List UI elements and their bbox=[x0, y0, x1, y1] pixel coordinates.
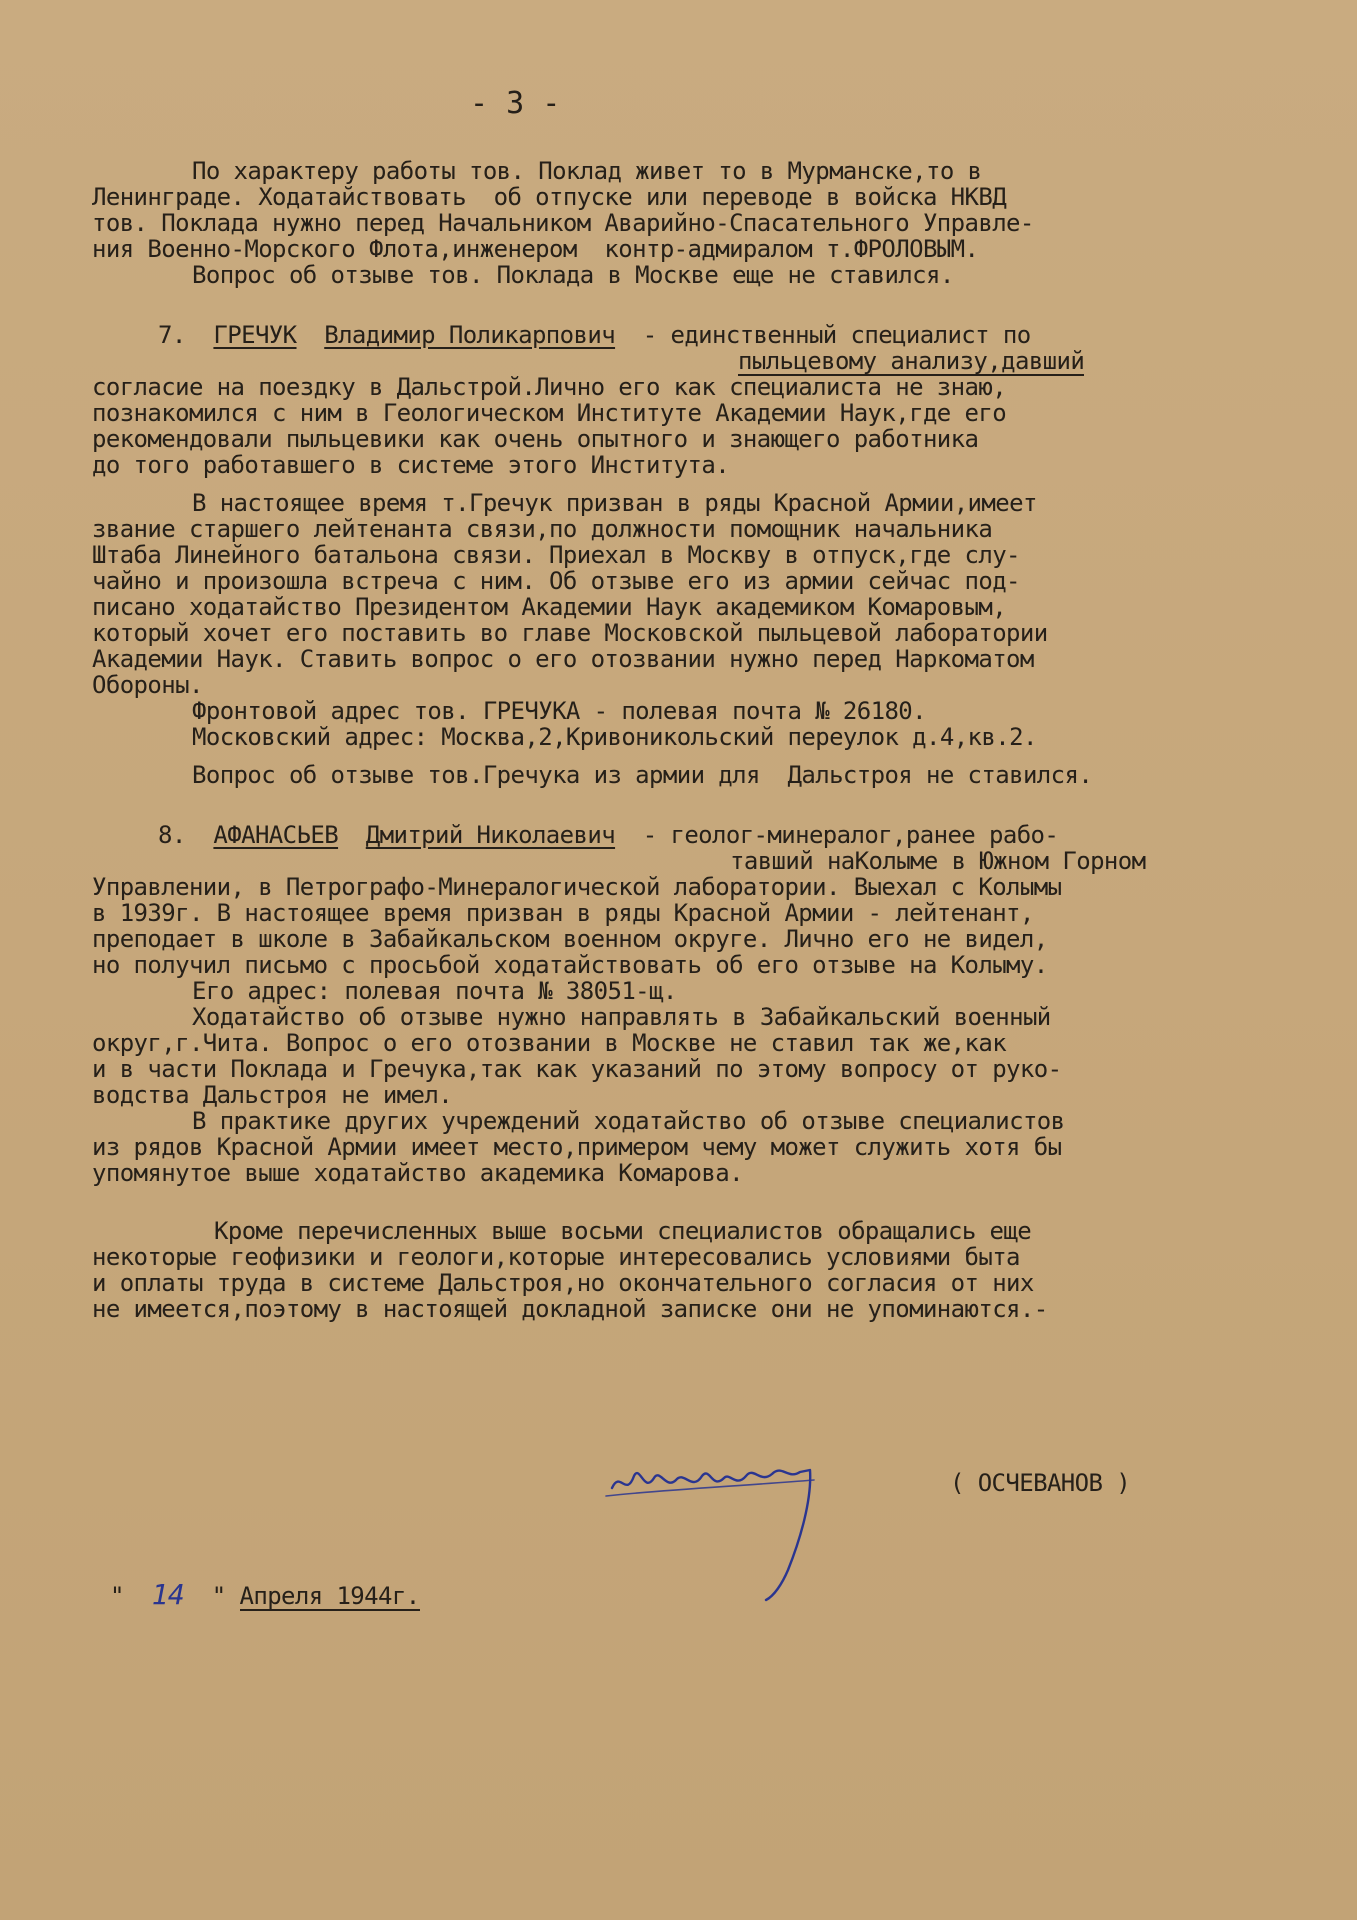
item-number: 7. bbox=[158, 321, 186, 349]
text-line: В настоящее время т.Гречук призван в ряды Красной Армии,имеет bbox=[192, 489, 1037, 517]
text-line bbox=[738, 348, 1084, 376]
text-line: Фронтовой адрес тов. ГРЕЧУКА - полевая почта № 26180. bbox=[192, 697, 927, 725]
date-open-quote: " bbox=[110, 1582, 124, 1610]
text-line: В практике других учреждений ходатайство об отзыве специалистов bbox=[192, 1107, 1065, 1135]
text-line: писано ходатайство Президентом Академии Наук академиком Комаровым, bbox=[92, 593, 1007, 621]
text-line: который хочет его поставить во главе Московской пыльцевой лаборатории bbox=[92, 619, 1048, 647]
text-line: из рядов Красной Армии имеет место,примером чему может служить хотя бы bbox=[92, 1133, 1062, 1161]
text-line: Управлении, в Петрографо-Минералогической лаборатории. Выехал с Колымы bbox=[92, 873, 1062, 901]
text-line: Обороны. bbox=[92, 671, 203, 699]
text-line: согласие на поездку в Дальстрой.Лично его как специалиста не знаю, bbox=[92, 373, 1007, 401]
text-line: тов. Поклада нужно перед Начальником Аварийно-Спасательного Управле- bbox=[92, 209, 1034, 237]
item-7-heading bbox=[158, 322, 1031, 348]
text-line: упомянутое выше ходатайство академика Комарова. bbox=[92, 1159, 743, 1187]
text-line: тавший наКолыме в Южном Горном bbox=[730, 847, 1146, 875]
text-line: Ленинграде. Ходатайствовать об отпуске или переводе в войска НКВД bbox=[92, 183, 1007, 211]
handwritten-signature bbox=[600, 1450, 860, 1610]
text-line: звание старшего лейтенанта связи,по должности помощник начальника bbox=[92, 515, 993, 543]
text-line: Кроме перечисленных выше восьми специалистов обращались еще bbox=[214, 1217, 1032, 1245]
text-line: водства Дальстроя не имел. bbox=[92, 1081, 453, 1109]
signatory-name: ( ОСЧЕВАНОВ ) bbox=[950, 1469, 1131, 1497]
text-line: и оплаты труда в системе Дальстроя,но окончательного согласия от них bbox=[92, 1269, 1034, 1297]
text-line: рекомендовали пыльцевики как очень опытного и знающего работника bbox=[92, 425, 979, 453]
text-line: но получил письмо с просьбой ходатайствовать об его отзыве на Колыму. bbox=[92, 951, 1048, 979]
text-line: Московский адрес: Москва,2,Кривоникольский переулок д.4,кв.2. bbox=[192, 723, 1037, 751]
text-line: Его адрес: полевая почта № 38051-щ. bbox=[192, 977, 677, 1005]
person-name: Владимир Поликарпович bbox=[324, 321, 616, 349]
document-date bbox=[110, 1578, 420, 1611]
person-surname: ГРЕЧУК bbox=[213, 321, 297, 349]
text-line: округ,г.Чита. Вопрос о его отозвании в Москве не ставил так же,как bbox=[92, 1029, 1007, 1057]
text-line: не имеется,поэтому в настоящей докладной записке они не упоминаются.- bbox=[92, 1295, 1048, 1323]
person-surname: АФАНАСЬЕВ bbox=[213, 821, 339, 849]
text-line: до того работавшего в системе этого Института. bbox=[92, 451, 730, 479]
text-line: Вопрос об отзыве тов. Поклада в Москве еще не ставился. bbox=[192, 261, 954, 289]
heading-rest: - единственный специалист по bbox=[642, 321, 1031, 349]
item-8-heading bbox=[158, 822, 1058, 848]
text-line: Вопрос об отзыве тов.Гречука из армии для Дальстроя не ставился. bbox=[192, 761, 1093, 789]
text-line: чайно и произошла встреча с ним. Об отзыве его из армии сейчас под- bbox=[92, 567, 1020, 595]
text-line: познакомился с ним в Геологическом Институте Академии Наук,где его bbox=[92, 399, 1007, 427]
person-name: Дмитрий Николаевич bbox=[365, 821, 616, 849]
text-line: Академии Наук. Ставить вопрос о его отозвании нужно перед Наркоматом bbox=[92, 645, 1034, 673]
date-day: 14 bbox=[151, 1578, 185, 1611]
text-line: ния Военно-Морского Флота,инженером контр-адмиралом т.ФРОЛОВЫМ. bbox=[92, 235, 979, 263]
date-close-quote: " bbox=[211, 1582, 226, 1610]
text-line: Штаба Линейного батальона связи. Приехал в Москву в отпуск,где слу- bbox=[92, 541, 1020, 569]
heading-continuation: пыльцевому анализу,давший bbox=[738, 347, 1085, 375]
text-line: преподает в школе в Забайкальском военном округе. Лично его не видел, bbox=[92, 925, 1048, 953]
item-number: 8. bbox=[158, 821, 186, 849]
page-number: - 3 - bbox=[470, 86, 561, 121]
heading-rest: - геолог-минералог,ранее рабо- bbox=[642, 821, 1059, 849]
text-line: Ходатайство об отзыве нужно направлять в Забайкальский военный bbox=[192, 1003, 1051, 1031]
text-line: в 1939г. В настоящее время призван в ряды Красной Армии - лейтенант, bbox=[92, 899, 1034, 927]
date-month-year: Апреля 1944г. bbox=[239, 1582, 420, 1610]
text-line: некоторые геофизики и геологи,которые интересовались условиями быта bbox=[92, 1243, 1020, 1271]
text-line: По характеру работы тов. Поклад живет то в Мурманске,то в bbox=[192, 157, 982, 185]
text-line: и в части Поклада и Гречука,так как указаний по этому вопросу от руко- bbox=[92, 1055, 1062, 1083]
